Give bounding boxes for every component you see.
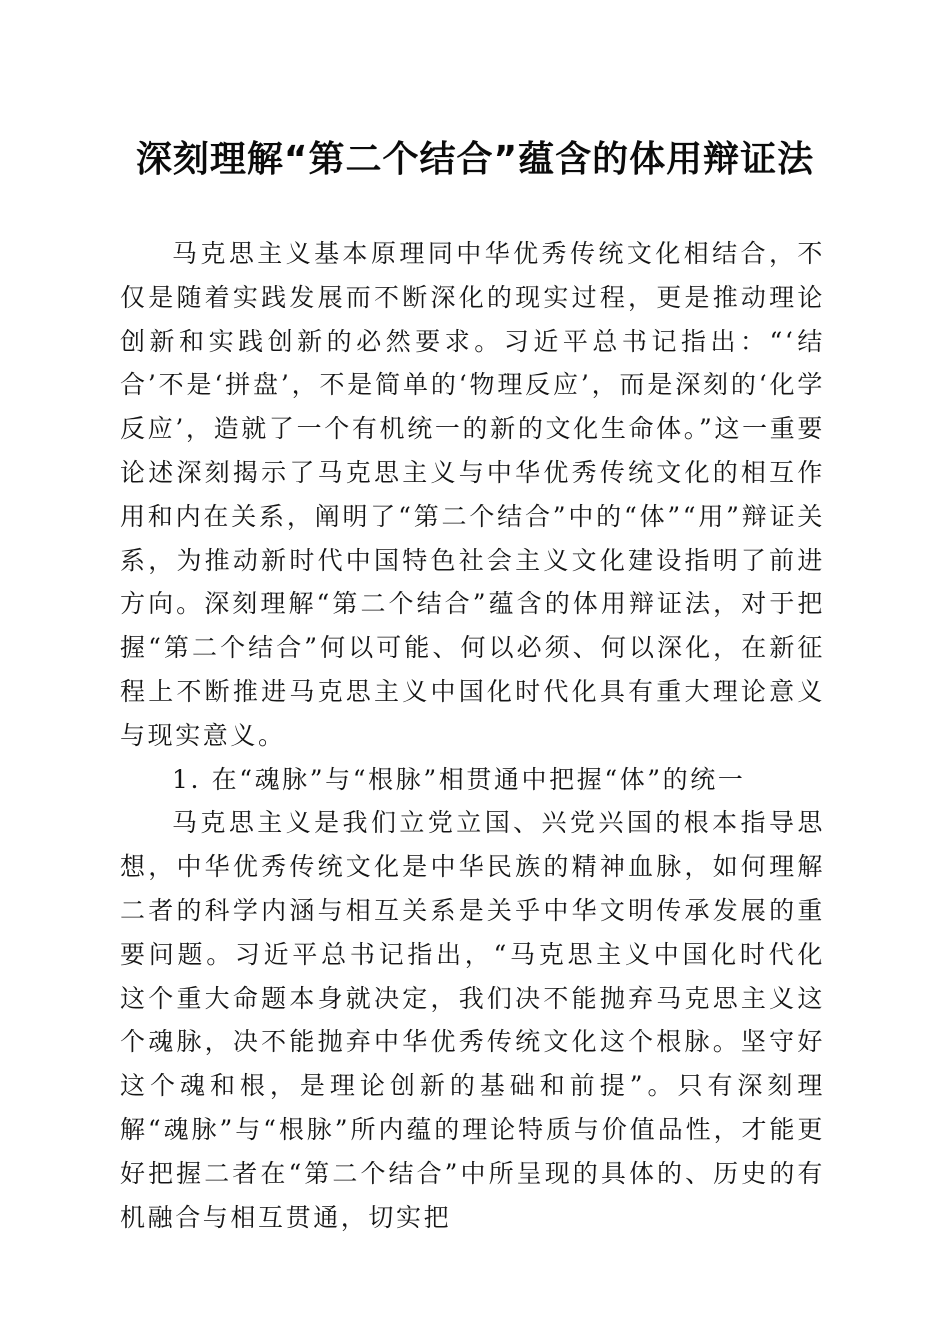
section-heading: 1. 在“魂脉”与“根脉”相贯通中把握“体”的统一: [172, 764, 746, 794]
section-paragraph: 马克思主义是我们立党立国、兴党兴国的根本指导思想，中华优秀传统文化是中华民族的精神血脉，如何理解二者的科学内涵与相互关系是关乎中华文明传承发展的重要问题。习近平总书记指出，“马克思主义中国化时代化这个重大命题本身就决定，我们决不能抛弃马克思主义这个魂脉，决不能抛弃中华优秀传统文化这个根脉。坚守好这个魂和根，是理论创新的基础和前提”。只有深刻理解“魂脉”与“根脉”所内蕴的理论特质与价值品性，才能更好把握二者在“第二个结合”中所呈现的具体的、历史的有机融合与相互贯通，切实把: [120, 808, 825, 1232]
intro-paragraph: 马克思主义基本原理同中华优秀传统文化相结合，不仅是随着实践发展而不断深化的现实过程，更是推动理论创新和实践创新的必然要求。习近平总书记指出：“‘结合’不是‘拼盘’，不是简单的‘物理反应’，而是深刻的‘化学反应’，造就了一个有机统一的新的文化生命体。”这一重要论述深刻揭示了马克思主义与中华优秀传统文化的相互作用和内在关系，阐明了“第二个结合”中的“体”“用”辩证关系，为推动新时代中国特色社会主义文化建设指明了前进方向。深刻理解“第二个结合”蕴含的体用辩证法，对于把握“第二个结合”何以可能、何以必须、何以深化，在新征程上不断推进马克思主义中国化时代化具有重大理论意义与现实意义。: [120, 239, 825, 750]
document-body: [120, 232, 825, 1239]
document-title: 深刻理解“第二个结合”蕴含的体用辩证法: [135, 139, 815, 180]
